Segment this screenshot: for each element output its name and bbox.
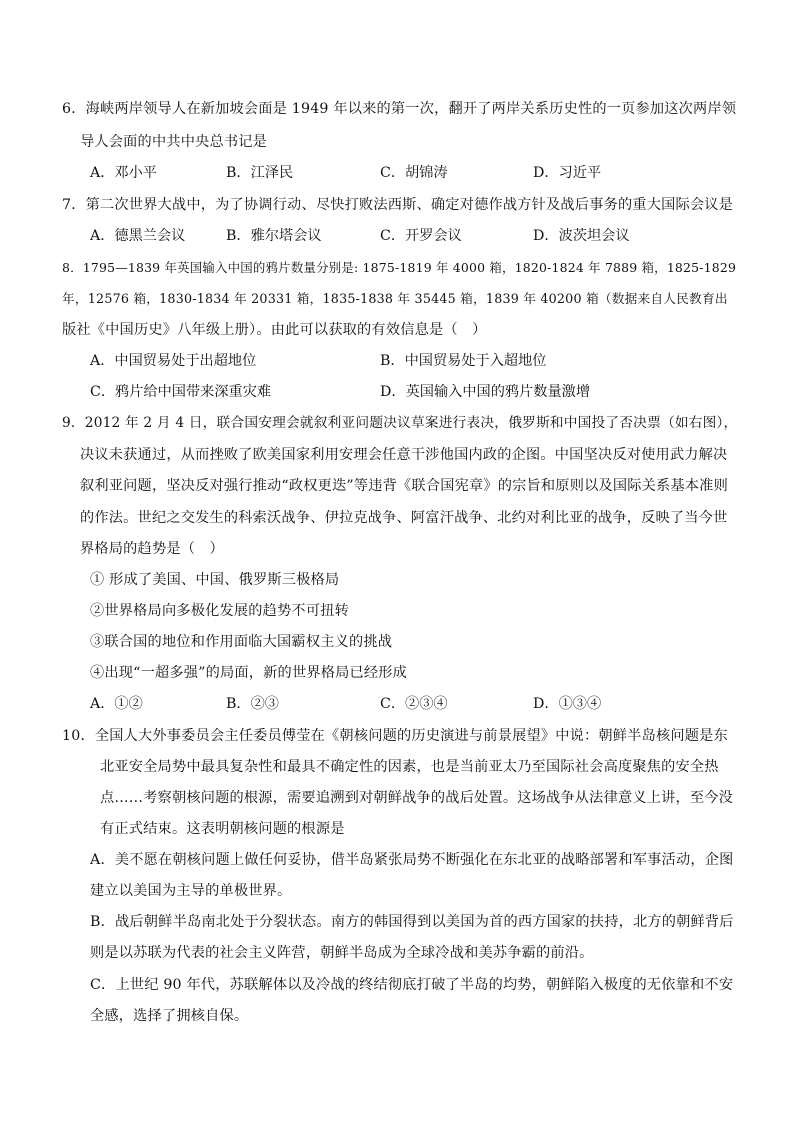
- q9-option-b: B．②③: [226, 696, 279, 712]
- q8-option-a: A．中国贸易处于出超地位: [90, 353, 257, 369]
- q10-option-a-line-1: A．美不愿在朝核问题上做任何妥协，借半岛紧张局势不断强化在东北亚的战略部署和军事活动，企图: [90, 852, 734, 868]
- q8-stem-line-3: 版社《中国历史》八年级上册）。由此可以获取的有效信息是（ ）: [62, 322, 487, 338]
- q9-stem-line-4: 的作法。世纪之交发生的科索沃战争、伊拉克战争、阿富汗战争、北约对利比亚的战争，反映了当今世: [80, 510, 728, 526]
- q6-option-a: A．邓小平: [90, 165, 157, 181]
- q8-stem-line-1: 8．1795—1839 年英国输入中国的鸦片数量分别是: 1875-1819 年 4000 箱，1820-1824 年 7889 箱，1825-1829: [62, 260, 737, 275]
- q7-option-b: B．雅尔塔会议: [226, 228, 322, 244]
- q10-stem-line-3: 点……考察朝核问题的根源，需要追溯到对朝鲜战争的战后处置。这场战争从法律意义上讲，至今没: [100, 790, 734, 806]
- q10-option-b-line-2: 则是以苏联为代表的社会主义阵营，朝鲜半岛成为全球冷战和美苏争霸的前沿。: [90, 945, 594, 961]
- q10-option-c-line-2: 全感，选择了拥核自保。: [90, 1008, 249, 1024]
- q10-option-b-line-1: B．战后朝鲜半岛南北处于分裂状态。南方的韩国得到以美国为首的西方国家的扶持，北方的朝鲜背后: [90, 914, 734, 930]
- q8-option-d: D．英国输入中国的鸦片数量激增: [380, 384, 591, 400]
- q8-option-c: C．鸦片给中国带来深重灾难: [90, 384, 272, 400]
- q6-option-b: B．江泽民: [226, 165, 294, 181]
- q8-option-b: B．中国贸易处于入超地位: [380, 353, 547, 369]
- q9-stem-line-2: 决议未获通过，从而挫败了欧美国家利用安理会任意干涉他国内政的企图。中国坚决反对使用武力解决: [80, 447, 728, 463]
- q6-option-c: C．胡锦涛: [380, 165, 448, 181]
- q9-item-4: ④出现“一超多强”的局面，新的世界格局已经形成: [90, 665, 408, 681]
- q7-option-d: D．波茨坦会议: [533, 228, 630, 244]
- q10-option-a-line-2: 建立以美国为主导的单极世界。: [90, 883, 292, 899]
- q9-option-d: D．①③④: [533, 696, 602, 712]
- q10-stem-line-1: 10．全国人大外事委员会主任委员傅莹在《朝核问题的历史演进与前景展望》中说：朝鲜半岛核问题是东: [62, 728, 728, 744]
- q9-item-3: ③联合国的地位和作用面临大国霸权主义的挑战: [90, 634, 393, 650]
- q9-option-c: C．②③④: [380, 696, 448, 712]
- q9-item-1: ① 形成了美国、中国、俄罗斯三极格局: [90, 572, 340, 588]
- q6-option-d: D．习近平: [533, 165, 602, 181]
- q10-option-c-line-1: C．上世纪 90 年代，苏联解体以及冷战的终结彻底打破了半岛的均势，朝鲜陷入极度的无依靠和不安: [90, 977, 734, 993]
- q9-item-2: ②世界格局向多极化发展的趋势不可扭转: [90, 603, 349, 619]
- q6-stem-line-2: 导人会面的中共中央总书记是: [80, 134, 268, 150]
- q9-stem-line-3: 叙利亚问题，坚决反对强行推动“政权更迭”等违背《联合国宪章》的宗旨和原则以及国际关系基本准则: [80, 478, 728, 494]
- q7-stem-line-1: 7．第二次世界大战中，为了协调行动、尽快打败法西斯、确定对德作战方针及战后事务的重大国际会议是: [62, 197, 734, 213]
- q7-option-c: C．开罗会议: [380, 228, 462, 244]
- q9-stem-line-1: 9．2012 年 2 月 4 日，联合国安理会就叙利亚问题决议草案进行表决，俄罗斯和中国投了否决票（如右图），: [62, 415, 738, 431]
- q6-stem-line-1: 6．海峡两岸领导人在新加坡会面是 1949 年以来的第一次，翻开了两岸关系历史性的一页参加这次两岸领: [62, 101, 737, 117]
- q10-stem-line-2: 北亚安全局势中最具复杂性和最具不确定性的因素，也是当前亚太乃至国际社会高度聚焦的安全热: [100, 759, 719, 775]
- q9-option-a: A．①②: [90, 696, 143, 712]
- q7-option-a: A．德黑兰会议: [90, 228, 186, 244]
- q8-stem-line-2: 年，12576 箱，1830-1834 年 20331 箱，1835-1838 年 35445 箱，1839 年 40200 箱（数据来自人民教育出: [62, 291, 728, 306]
- q9-stem-line-5: 界格局的趋势是（ ）: [80, 541, 224, 557]
- q10-stem-line-4: 有正式结束。这表明朝核问题的根源是: [100, 821, 345, 837]
